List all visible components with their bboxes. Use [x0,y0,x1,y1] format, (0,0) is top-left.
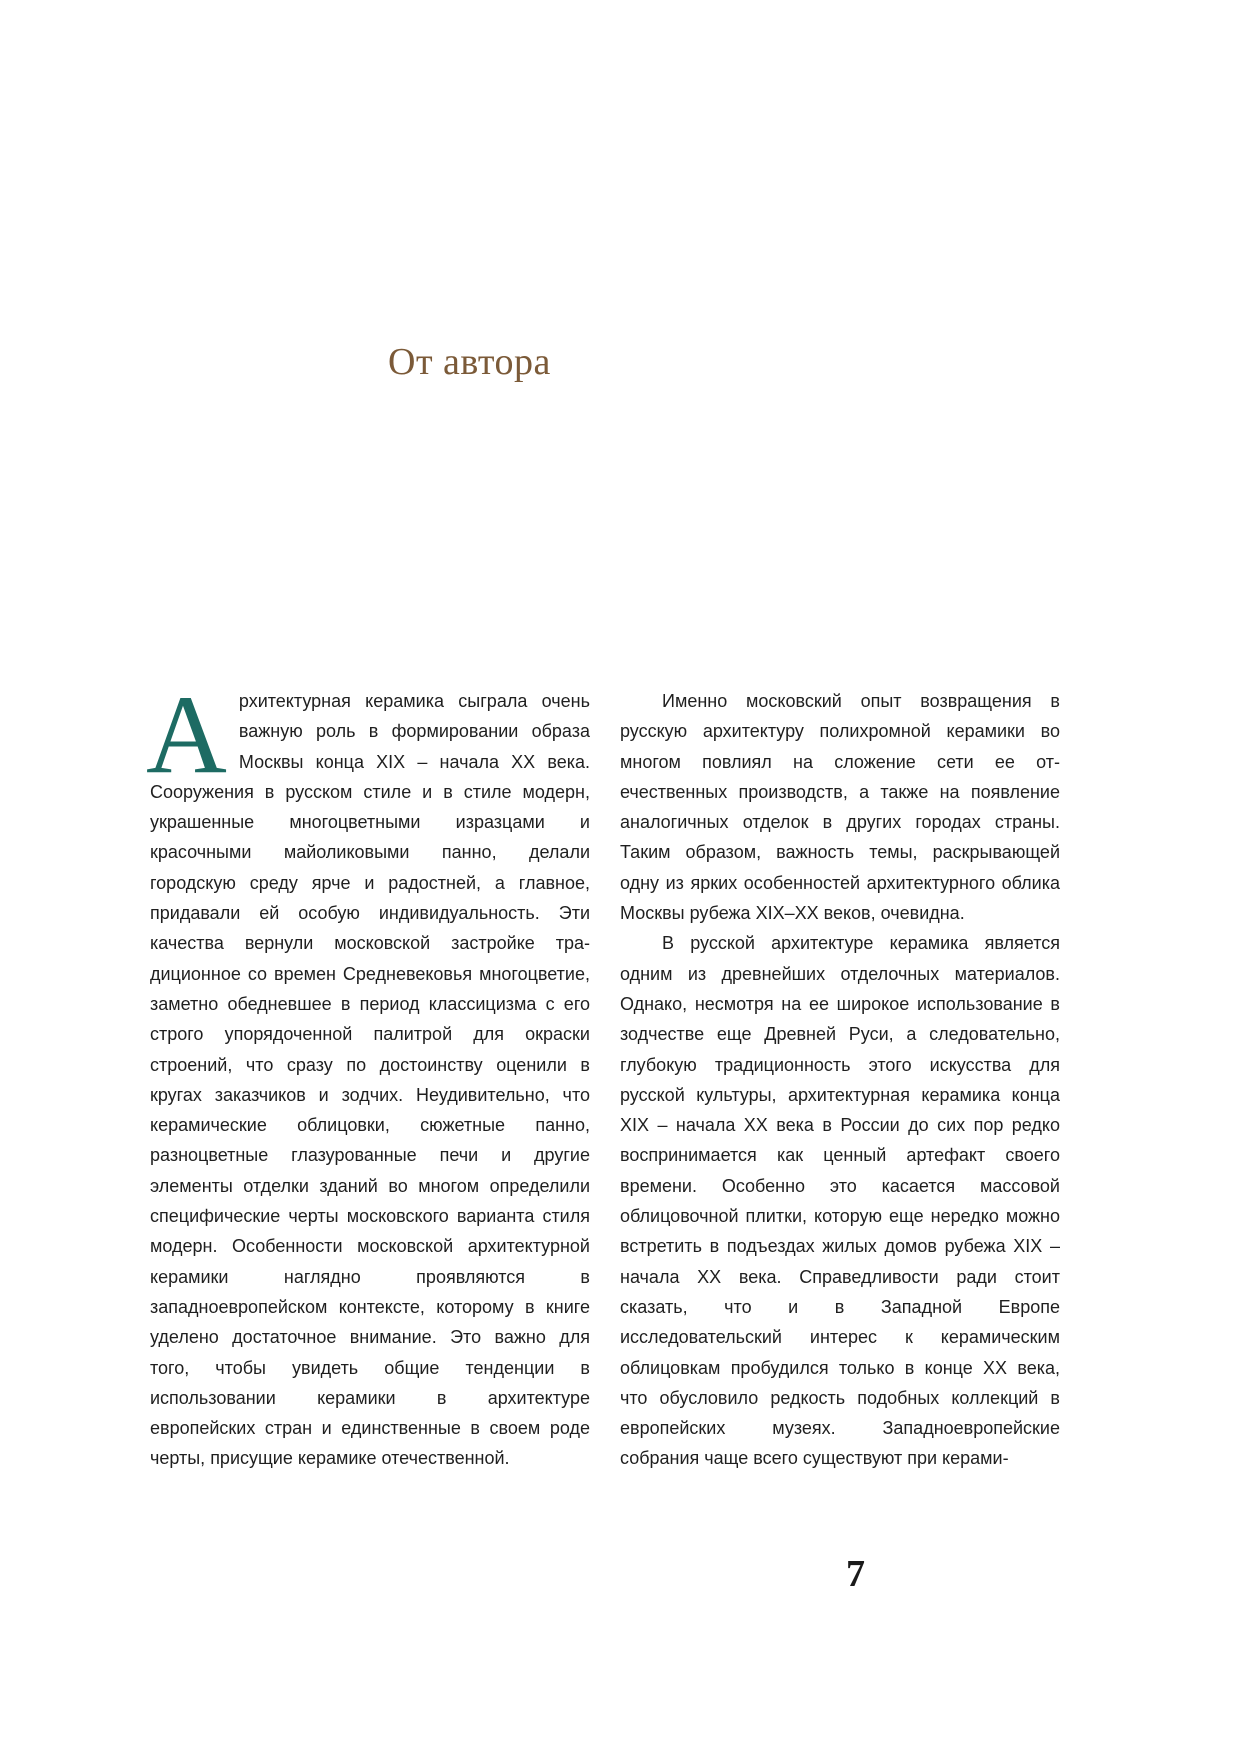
paragraph-moscow-experience: Именно московский опыт возвращения в русскую архитектуру полихромной керамики во многом повлиял на сложение сети ее отечественных производств, а также на появление аналогичных отделок в других городах страны. Таким образом, важность темы, раскрывающей одну из ярких особенностей архитектурного облика Москвы рубежа XIX–XX веков, очевидна. [620,691,1060,924]
page-title: От автора [388,341,551,383]
right-text-column [620,686,1060,1474]
left-text-column [146,673,590,1474]
intro-paragraph [146,673,590,1474]
paragraph-ceramics-in-russian-architecture: В русской архитектуре керамика является одним из древнейших отделочных материалов. Однако, несмотря на ее широкое использование в зодчестве еще Древней Руси, а следовательно, глубокую традиционность этого искусства для русской культуры, архитектурная керамика конца XIX – начала XX века в России до сих пор редко воспринимается как ценный артефакт своего времени. Особенно это касается массовой облицовочной плитки, которую еще нередко можно встретить в подъездах жилых домов рубежа XIX – начала XX века. Справедливости ради стоит сказать, что и в Западной Европе исследовательский интерес к керамическим облицовкам пробудился только в конце XX века, что обусловило редкость подобных коллекций в европейских музеях. Западноевропейские собрания чаще всего существуют при керами- [620,933,1060,1469]
intro-paragraph-text: рхитектурная керамика сыграла очень важную роль в формировании образа Москвы конца XIX – начала XX века. Сооружения в русском стиле и в стиле модерн, украшенные многоцветными изразцами и красочными майоликовыми панно, делали городскую среду ярче и радостней, а главное, придавали ей особую индивидуальность. Эти качества вернули московской застройке традиционное со времен Средневековья многоцветие, заметно обедневшее в период классицизма с его строго упорядоченной палитрой для окраски строений, что сразу по достоинству оценили в кругах заказчиков и зодчих. Неудивительно, что керамические облицовки, сюжетные панно, разноцветные глазурованные печи и другие элементы отделки зданий во многом определили специфические черты московского варианта стиля модерн. Особенности московской архитектурной керамики наглядно проявляются в западноевропейском контексте, которому в книге уделено достаточное внимание. Это важно для того, чтобы увидеть общие тенденции в использовании керамики в архитектуре европейских стран и единственные в своем роде черты, присущие керамике отечественной. [150,691,590,1469]
drop-cap: А [146,673,227,797]
page-number: 7 [846,1553,865,1595]
